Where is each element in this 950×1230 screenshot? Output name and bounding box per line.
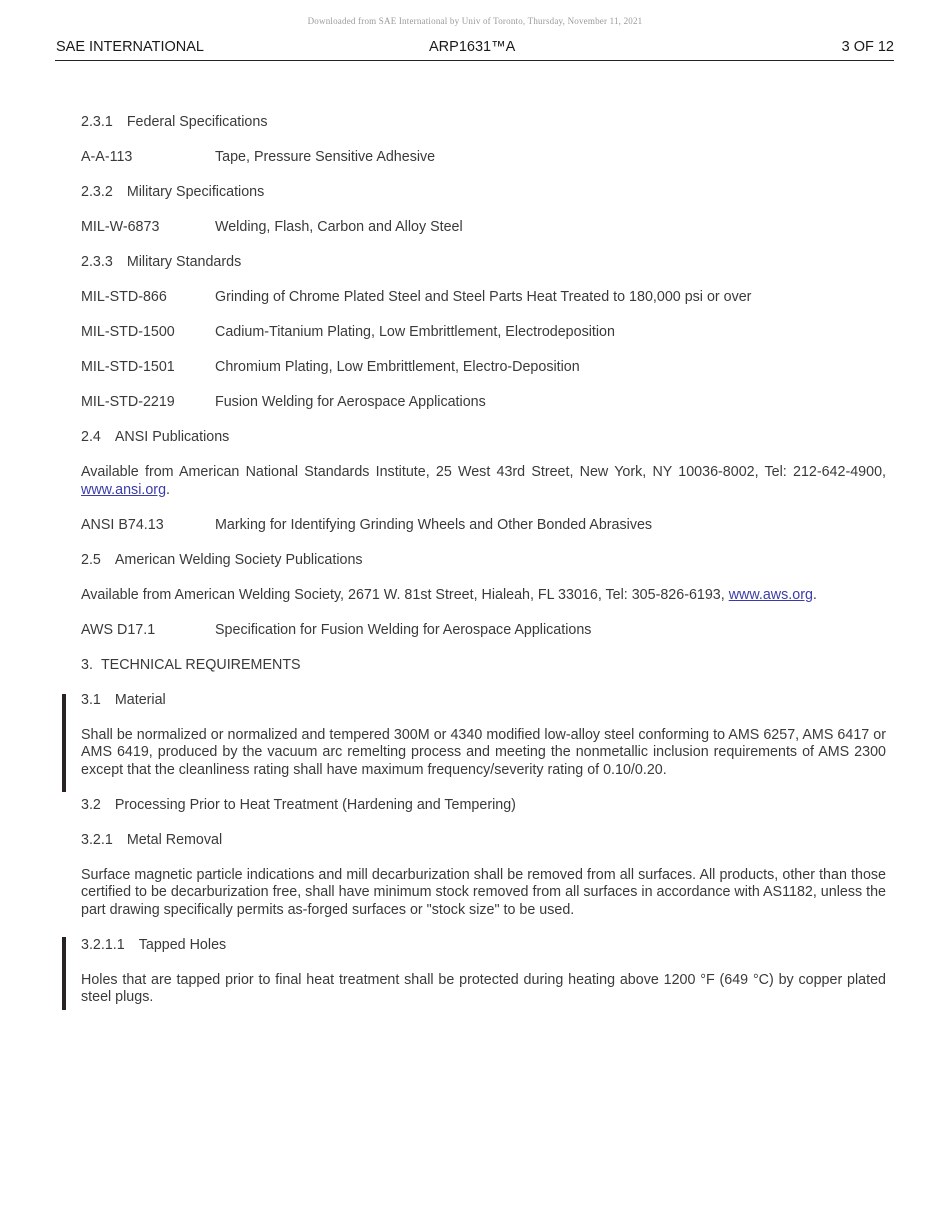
section-heading: [81, 832, 886, 850]
reference-title: Welding, Flash, Carbon and Alloy Steel: [215, 219, 463, 235]
paragraph-end: .: [812, 586, 817, 603]
reference-code: MIL-STD-1501: [81, 359, 175, 375]
paragraph-end: .: [166, 481, 171, 498]
paragraph: [81, 464, 886, 499]
aws-website-link[interactable]: www.aws.org: [728, 586, 813, 603]
paragraph: [81, 587, 886, 605]
paragraph-text: Available from American Welding Society, 2671 W. 81st Street, Hialeah, FL 33016, Tel: 305-826-6193,: [81, 586, 729, 603]
header-page-number: 3 OF 12: [841, 39, 894, 55]
paragraph-text: Available from American National Standards Institute, 25 West 43rd Street, New York, NY 10036-8002, Tel: 212-642-4900,: [81, 464, 886, 480]
reference-entry: [81, 359, 886, 377]
reference-code: AWS D17.1: [81, 621, 156, 638]
header-document-number: ARP1631™A: [429, 39, 516, 55]
reference-entry: [81, 219, 886, 237]
section-number: 3.1: [81, 691, 101, 708]
section-heading: [81, 254, 886, 272]
reference-entry: [81, 394, 886, 412]
ansi-website-link[interactable]: www.ansi.org: [81, 481, 167, 498]
section-heading: [81, 184, 886, 202]
section-heading: [81, 552, 886, 570]
revision-change-bar: [62, 694, 66, 792]
section-heading: [81, 114, 886, 132]
reference-entry: [81, 149, 886, 167]
section-title: Processing Prior to Heat Treatment (Hardening and Tempering): [114, 796, 516, 813]
section-heading: [81, 429, 886, 447]
section-title: American Welding Society Publications: [114, 551, 363, 568]
section-title: ANSI Publications: [114, 429, 230, 445]
section-number: 2.5: [81, 551, 101, 568]
section-number: 3.2.1: [81, 831, 113, 848]
section-title: Material: [114, 691, 166, 708]
section-heading: [81, 937, 886, 955]
section-title: TECHNICAL REQUIREMENTS: [100, 656, 301, 673]
reference-code: A-A-113: [81, 149, 133, 165]
section-number: 3.2: [81, 796, 101, 813]
paragraph: Shall be normalized or normalized and tempered 300M or 4340 modified low-alloy steel conforming to AMS 6257, AMS 6417 or AMS 6419, produced by the vacuum arc remelting process and meeting the nonmetallic inclusion requirements of AMS 2300 except that the cleanliness rating shall have maximum frequency/severity rating of 0.10/0.20.: [81, 726, 886, 778]
reference-entry: [81, 517, 886, 535]
reference-title: Grinding of Chrome Plated Steel and Steel Parts Heat Treated to 180,000 psi or over: [215, 289, 752, 305]
section-title: Federal Specifications: [126, 114, 268, 130]
reference-title: Cadium-Titanium Plating, Low Embrittlement, Electrodeposition: [215, 324, 615, 340]
section-title: Tapped Holes: [138, 936, 227, 953]
header-organization: SAE INTERNATIONAL: [56, 39, 204, 55]
reference-entry: [81, 289, 886, 307]
reference-title: Chromium Plating, Low Embrittlement, Electro-Deposition: [215, 359, 580, 375]
reference-title: Specification for Fusion Welding for Aerospace Applications: [215, 621, 592, 638]
reference-code: MIL-STD-2219: [81, 394, 175, 410]
reference-code: MIL-STD-866: [81, 289, 167, 305]
reference-entry: [81, 324, 886, 342]
reference-title: Tape, Pressure Sensitive Adhesive: [215, 149, 436, 165]
page-header: [55, 38, 894, 61]
paragraph: Holes that are tapped prior to final heat treatment shall be protected during heating above 1200 °F (649 °C) by copper plated steel plugs.: [81, 971, 886, 1005]
section-number: 2.3.2: [81, 184, 113, 200]
revision-change-bar: [62, 937, 66, 1010]
document-body: [81, 114, 886, 1024]
reference-code: ANSI B74.13: [81, 516, 164, 533]
section-number: 2.3.1: [81, 114, 113, 130]
paragraph: Surface magnetic particle indications and mill decarburization shall be removed from all surfaces. All products, other than those certified to be decarburization free, shall have minimum stock removed from all surfaces in accordance with AS1182, unless the part drawing specifically permits as-forged surfaces or "stock size" to be used.: [81, 866, 886, 918]
reference-code: MIL-W-6873: [81, 219, 160, 235]
section-heading: [81, 692, 886, 710]
reference-entry: [81, 622, 886, 640]
section-heading: [81, 797, 886, 815]
section-number: 3.: [81, 656, 93, 673]
reference-title: Marking for Identifying Grinding Wheels and Other Bonded Abrasives: [215, 516, 653, 533]
section-title: Military Standards: [126, 254, 242, 270]
reference-title: Fusion Welding for Aerospace Applications: [215, 394, 486, 410]
section-title: Metal Removal: [126, 831, 223, 848]
download-notice: Downloaded from SAE International by Univ of Toronto, Thursday, November 11, 2021: [307, 16, 643, 26]
section-title: Military Specifications: [126, 184, 265, 200]
section-number: 3.2.1.1: [81, 936, 125, 953]
reference-code: MIL-STD-1500: [81, 324, 175, 340]
section-number: 2.3.3: [81, 254, 113, 270]
section-heading: [81, 657, 886, 675]
section-number: 2.4: [81, 429, 101, 445]
